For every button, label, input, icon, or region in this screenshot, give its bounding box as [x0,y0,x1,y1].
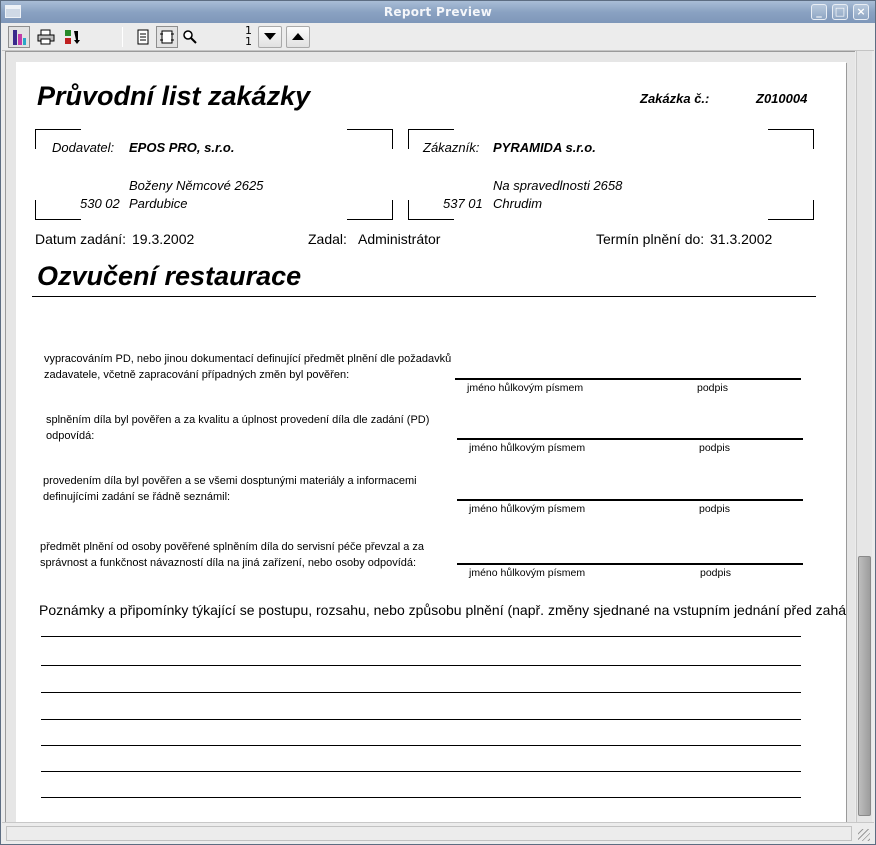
supplier-zip: 530 02 [80,196,120,211]
page-indicator [238,25,252,47]
report-title: Průvodní list zakázky [37,81,311,111]
status-panel [6,826,852,841]
signature-name-label-3: jméno hůlkovým písmem [469,503,586,515]
report-viewport[interactable] [5,51,855,822]
customer-name: PYRAMIDA s.r.o. [493,140,596,155]
close-icon[interactable]: × [853,4,869,20]
resize-grip-icon[interactable] [858,829,870,841]
vertical-scrollbar[interactable] [856,51,872,822]
previous-page-button[interactable] [286,26,310,48]
signature-sign-label-3: podpis [699,503,730,515]
page-view-icon[interactable] [132,26,154,48]
report-page [16,62,846,822]
scrollbar-thumb[interactable] [858,556,871,816]
export-icon[interactable] [62,26,84,48]
notes-label: Poznámky a připomínky týkající se postupu, rozsahu, nebo způsobu plnění (např. změny sjednané na vstupním jednání před zahá [39,602,846,618]
supplier-street: Boženy Němcové 2625 [129,178,264,193]
order-number: Z010004 [756,91,808,106]
assigned-value: Administrátor [358,231,441,247]
deadline-label: Termín plnění do: [596,231,705,247]
window-title: Report Preview [383,5,493,19]
supplier-name: EPOS PRO, s.r.o. [129,140,235,155]
assigned-label: Zadal: [308,231,347,247]
supplier-city: Pardubice [129,196,188,211]
signature-sign-label-1: podpis [697,382,728,394]
date-value: 19.3.2002 [132,231,195,247]
customer-zip: 537 01 [443,196,483,211]
customer-street: Na spravedlnosti 2658 [493,178,623,193]
date-label: Datum zadání: [35,231,127,247]
signature-name-label-2: jméno hůlkovým písmem [469,442,586,454]
deadline-value: 31.3.2002 [710,231,773,247]
fit-page-icon[interactable] [156,26,178,48]
supplier-label: Dodavatel: [52,140,115,155]
signature-text-1: vypracováním PD, nebo jinou dokumentací definující předmět plnění dle požadavků zadavatele, včetně zapracování případných změn byl pověřen: [44,353,452,381]
printer-icon[interactable] [35,26,57,48]
minimize-icon[interactable]: _ [811,4,827,20]
customer-city: Chrudim [493,196,543,211]
page-current: 1 [245,24,252,37]
signature-sign-label-4: podpis [700,567,731,579]
signature-text-2: splněním díla byl pověřen a za kvalitu a úplnost provedení díla dle zadání (PD) odpovídá: [46,414,430,442]
status-bar [2,822,874,844]
maximize-icon[interactable]: □ [832,4,848,20]
next-page-button[interactable] [258,26,282,48]
signature-text-4: předmět plnění od osoby pověřené splněním díla do servisní péče převzal a za správnost a funkčnost návazností díla na jiná zařízení, nebo osoby odpovídá: [40,541,425,569]
signature-name-label-1: jméno hůlkovým písmem [467,382,584,394]
zoom-icon[interactable] [179,26,201,48]
order-label: Zakázka č.: [640,91,710,106]
subject-title: Ozvučení restaurace [37,261,302,291]
signature-sign-label-2: podpis [699,442,730,454]
page-total: 1 [245,35,252,48]
customer-label: Zákazník: [423,140,480,155]
title-bar[interactable] [1,1,875,23]
signature-text-3: provedením díla byl pověřen a se všemi dosptunými materiály a informacemi definujícími zadání se řádně seznámil: [43,475,417,503]
print-setup-icon[interactable] [8,26,30,48]
toolbar [2,23,874,51]
signature-name-label-4: jméno hůlkovým písmem [469,567,586,579]
